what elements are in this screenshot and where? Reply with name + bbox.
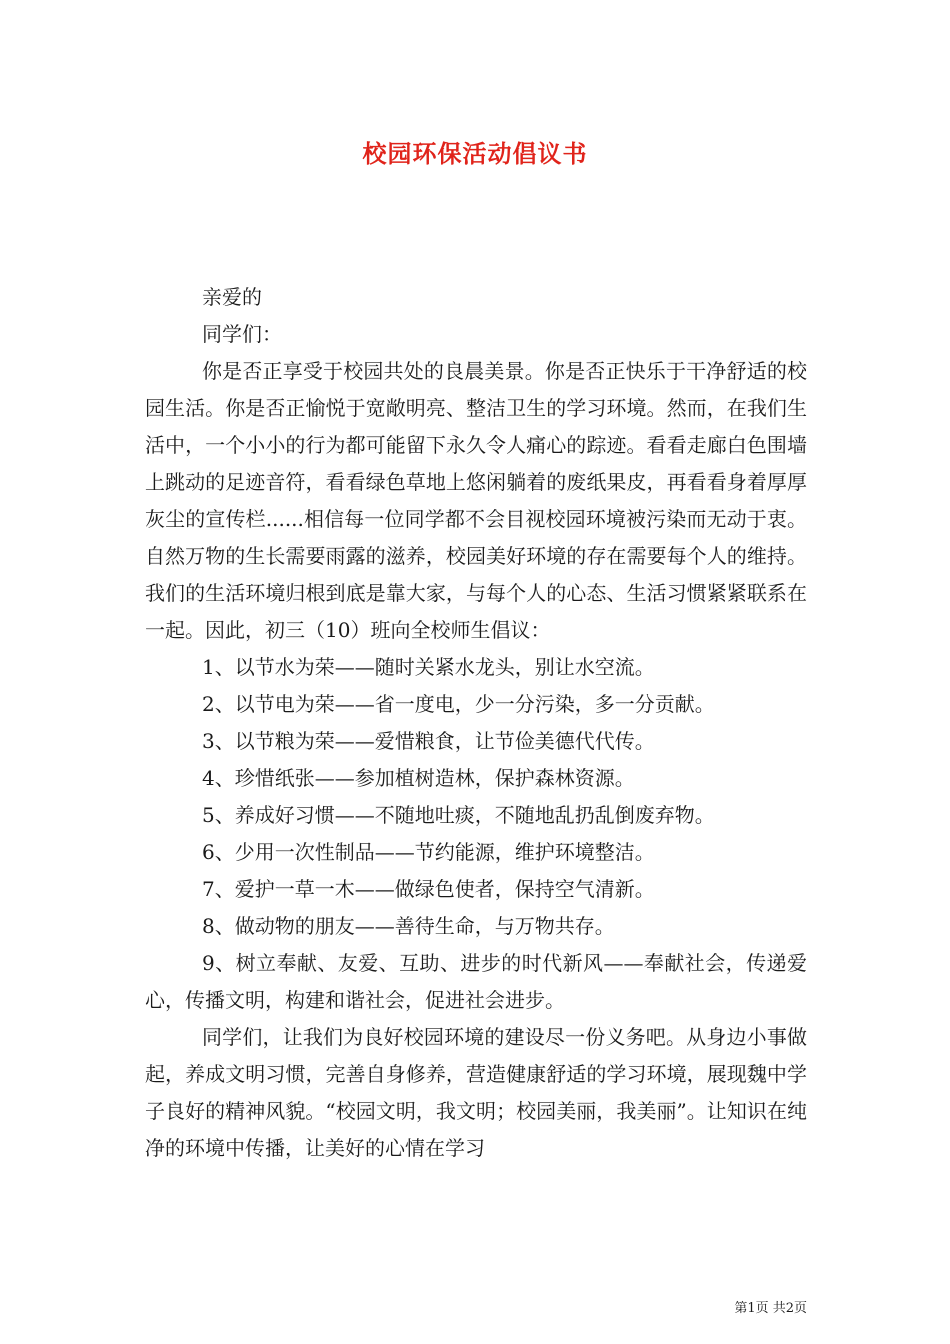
document-body <box>145 279 807 1167</box>
list-item: 8、做动物的朋友——善待生命，与万物共存。 <box>202 914 615 938</box>
salutation-line-2: 同学们： <box>202 322 282 346</box>
list-item: 1、以节水为荣——随时关紧水龙头，别让水空流。 <box>202 655 655 679</box>
document-title: 校园环保活动倡议书 <box>362 139 588 168</box>
list-item: 4、珍惜纸张——参加植树造林，保护森林资源。 <box>202 766 635 790</box>
paragraph-intro: 你是否正享受于校园共处的良晨美景。你是否正快乐于干净舒适的校园生活。你是否正愉悦于宽敞明亮、整洁卫生的学习环境。然而，在我们生活中，一个小小的行为都可能留下永久令人痛心的踪迹。看看走廊白色围墙上跳动的足迹音符，看看绿色草地上悠闲躺着的废纸果皮，再看看身着厚厚灰尘的宣传栏......相信每一位同学都不会目视校园环境被污染而无动于衷。自然万物的生长需要雨露的滋养，校园美好环境的存在需要每个人的维持。我们的生活环境归根到底是靠大家，与每个人的心态、生活习惯紧紧联系在一起。因此，初三（10）班向全校师生倡议： <box>145 359 807 642</box>
list-item: 5、养成好习惯——不随地吐痰，不随地乱扔乱倒废弃物。 <box>202 803 715 827</box>
list-item: 7、爱护一草一木——做绿色使者，保持空气清新。 <box>202 877 655 901</box>
list-item: 3、以节粮为荣——爱惜粮食，让节俭美德代代传。 <box>202 729 655 753</box>
page-number: 第1页 共2页 <box>734 1301 807 1316</box>
list-item-9: 9、树立奉献、友爱、互助、进步的时代新风——奉献社会，传递爱心，传播文明，构建和谐社会，促进社会进步。 <box>145 951 807 1012</box>
list-item: 2、以节电为荣——省一度电，少一分污染，多一分贡献。 <box>202 692 715 716</box>
list-item: 6、少用一次性制品——节约能源，维护环境整洁。 <box>202 840 655 864</box>
paragraph-closing: 同学们，让我们为良好校园环境的建设尽一份义务吧。从身边小事做起，养成文明习惯，完善自身修养，营造健康舒适的学习环境，展现魏中学子良好的精神风貌。“校园文明，我文明；校园美丽，我美丽”。让知识在纯净的环境中传播，让美好的心情在学习 <box>145 1025 807 1160</box>
salutation-line-1: 亲爱的 <box>202 285 262 309</box>
